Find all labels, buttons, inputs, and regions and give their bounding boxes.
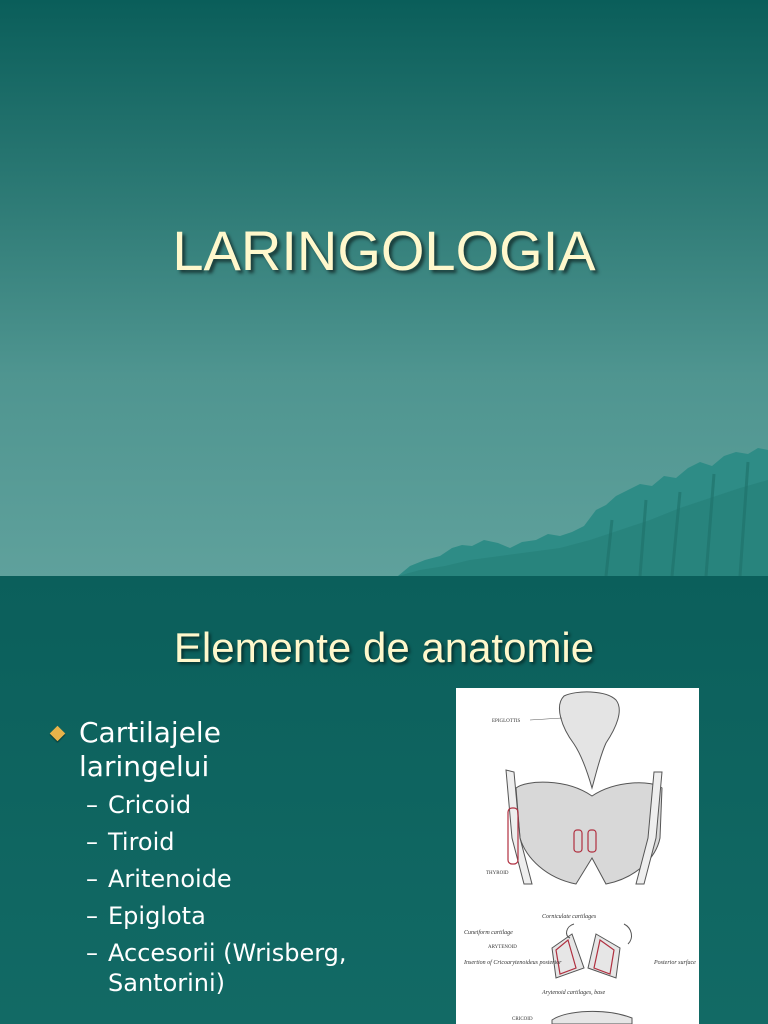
sub-list — [86, 790, 446, 998]
label-cuneiform: Cuneiform cartilage — [464, 930, 513, 936]
sub-item: – Cricoid — [86, 791, 192, 819]
content-slide — [0, 576, 768, 1024]
bullet-text: Cartilajele laringelui — [79, 716, 221, 783]
slide-title: LARINGOLOGIA — [172, 219, 596, 282]
bullet-item — [46, 716, 446, 784]
label-epiglottis: EPIGLOTTIS — [492, 719, 521, 724]
bullet-list — [46, 716, 446, 1005]
larynx-cartilages-illustration — [456, 688, 699, 1024]
anatomy-drawing — [456, 688, 699, 1024]
label-arytenoid-base: Arytenoid cartilages, base — [542, 990, 606, 996]
label-thyroid: THYROID — [486, 871, 509, 876]
sub-item: – Accesorii (Wrisberg, Santorini) — [86, 939, 347, 997]
sub-item: – Aritenoide — [86, 865, 232, 893]
label-cricoid: CRICOID — [512, 1017, 533, 1022]
label-arytenoid: ARYTENOID — [488, 945, 517, 950]
sub-item: – Tiroid — [86, 828, 175, 856]
label-insertion: Insertion of Cricoarytenoideus posterior — [464, 960, 562, 966]
slide-title: Elemente de anatomie — [173, 624, 595, 671]
diamond-bullet-icon — [50, 726, 66, 742]
label-posterior-surface: Posterior surface — [654, 960, 696, 966]
sub-item: – Epiglota — [86, 902, 206, 930]
label-corniculate: Corniculate cartilages — [542, 914, 597, 920]
